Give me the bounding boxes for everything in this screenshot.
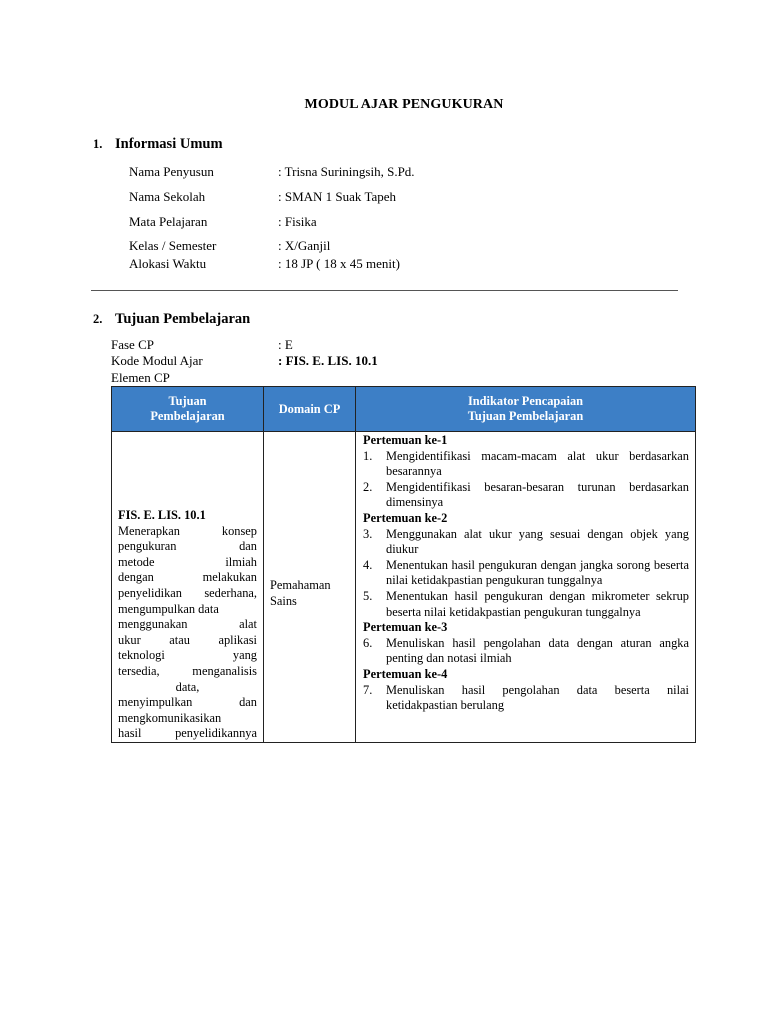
- section-1-heading: [93, 136, 223, 153]
- tujuan-description: [118, 524, 257, 742]
- tujuan-line: menyimpulkan dan: [118, 695, 257, 710]
- tujuan-line: tersedia, menganalisis: [118, 663, 257, 678]
- item-number: 2.: [363, 479, 373, 494]
- info-label: Nama Sekolah: [129, 189, 206, 204]
- info-value: : Trisna Suriningsih, S.Pd.: [278, 164, 415, 179]
- meeting-title: Pertemuan ke-1: [363, 433, 448, 447]
- section-divider: [91, 290, 678, 291]
- item-number: 7.: [363, 682, 373, 697]
- section-1-number: 1.: [93, 137, 103, 151]
- header-text: Pembelajaran: [150, 409, 225, 423]
- kode-modul-label: Kode Modul Ajar: [111, 353, 203, 368]
- info-label: Alokasi Waktu: [129, 256, 207, 271]
- info-value: : Fisika: [278, 214, 317, 229]
- info-value: : 18 JP ( 18 x 45 menit): [278, 256, 400, 271]
- item-text: Mengidentifikasi besaran-besaran turunan berdasarkan dimensinya: [386, 479, 689, 510]
- item-number: 5.: [363, 588, 373, 603]
- indikator-cell: [356, 432, 696, 743]
- item-text: Menuliskan hasil pengolahan data beserta nilai ketidakpastian berulang: [386, 682, 689, 713]
- tujuan-line: pengukuran dan: [118, 539, 257, 554]
- list-item: [363, 558, 689, 589]
- tujuan-line: metode ilmiah: [118, 554, 257, 569]
- fase-cp-label: Fase CP: [111, 337, 154, 352]
- info-label: Mata Pelajaran: [129, 214, 208, 229]
- info-label: Nama Penyusun: [129, 164, 214, 179]
- item-number: 6.: [363, 635, 373, 650]
- fase-cp-value: : E: [278, 337, 293, 352]
- domain-cell: [264, 432, 356, 743]
- list-item: [363, 480, 689, 511]
- info-value: : X/Ganjil: [278, 238, 331, 253]
- section-2-number: 2.: [93, 312, 103, 326]
- tujuan-line: hasil penyelidikannya: [118, 726, 257, 741]
- document-title: MODUL AJAR PENGUKURAN: [304, 97, 504, 112]
- section-2-title: Tujuan Pembelajaran: [115, 311, 251, 327]
- item-text: Menuliskan hasil pengolahan data dengan aturan angka penting dan notasi ilmiah: [386, 635, 689, 666]
- section-1-title: Informasi Umum: [115, 136, 223, 152]
- list-item: [363, 636, 689, 667]
- meeting-title: Pertemuan ke-2: [363, 510, 448, 525]
- tujuan-code: FIS. E. LIS. 10.1: [118, 508, 206, 522]
- list-item: [363, 449, 689, 480]
- item-text: Menggunakan alat ukur yang sesuai dengan objek yang diukur: [386, 526, 689, 557]
- header-text: Indikator Pencapaian: [467, 394, 584, 408]
- list-item: [363, 527, 689, 558]
- list-item: [363, 589, 689, 620]
- header-text: Tujuan: [168, 394, 207, 408]
- header-text: Domain CP: [278, 401, 341, 416]
- item-number: 1.: [363, 448, 373, 463]
- tujuan-line: mengumpulkan data: [118, 601, 219, 616]
- meeting-title: Pertemuan ke-4: [363, 666, 448, 681]
- domain-line: Sains: [270, 593, 297, 608]
- table-row: [112, 432, 696, 743]
- item-text: Mengidentifikasi macam-macam alat ukur berdasarkan besarannya: [386, 448, 689, 479]
- tujuan-line: dengan melakukan: [118, 570, 257, 585]
- kode-modul-value: : FIS. E. LIS. 10.1: [278, 353, 378, 368]
- meeting-title: Pertemuan ke-3: [363, 620, 448, 635]
- tujuan-cell: [112, 432, 264, 743]
- info-value: : SMAN 1 Suak Tapeh: [278, 189, 397, 204]
- domain-line: Pemahaman: [270, 578, 331, 593]
- tujuan-line: Menerapkan konsep: [118, 523, 257, 538]
- info-label: Kelas / Semester: [129, 238, 217, 253]
- tujuan-line: ukur atau aplikasi: [118, 632, 257, 647]
- tujuan-line: mengkomunikasikan: [118, 710, 222, 725]
- tujuan-line: penyelidikan sederhana,: [118, 585, 257, 600]
- list-item: [363, 683, 689, 714]
- tujuan-line: menggunakan alat: [118, 617, 257, 632]
- item-text: Menentukan hasil pengukuran dengan mikrometer sekrup beserta nilai ketidakpastian pengukuran tunggalnya: [386, 588, 689, 619]
- tujuan-line: teknologi yang: [118, 648, 257, 663]
- section-2-heading: [93, 311, 250, 328]
- header-domain-cp: [264, 387, 356, 432]
- item-text: Menentukan hasil pengukuran dengan jangka sorong beserta nilai ketidakpastian pengukuran tunggalnya: [386, 557, 689, 588]
- learning-objectives-table: [111, 386, 696, 743]
- item-number: 4.: [363, 557, 373, 572]
- table-header-row: [112, 387, 696, 432]
- header-indikator: [356, 387, 696, 432]
- header-tujuan-pembelajaran: [112, 387, 264, 432]
- elemen-cp-label: Elemen CP: [111, 370, 170, 385]
- item-number: 3.: [363, 526, 373, 541]
- header-text: Tujuan Pembelajaran: [467, 409, 584, 423]
- tujuan-line: data,: [175, 679, 200, 694]
